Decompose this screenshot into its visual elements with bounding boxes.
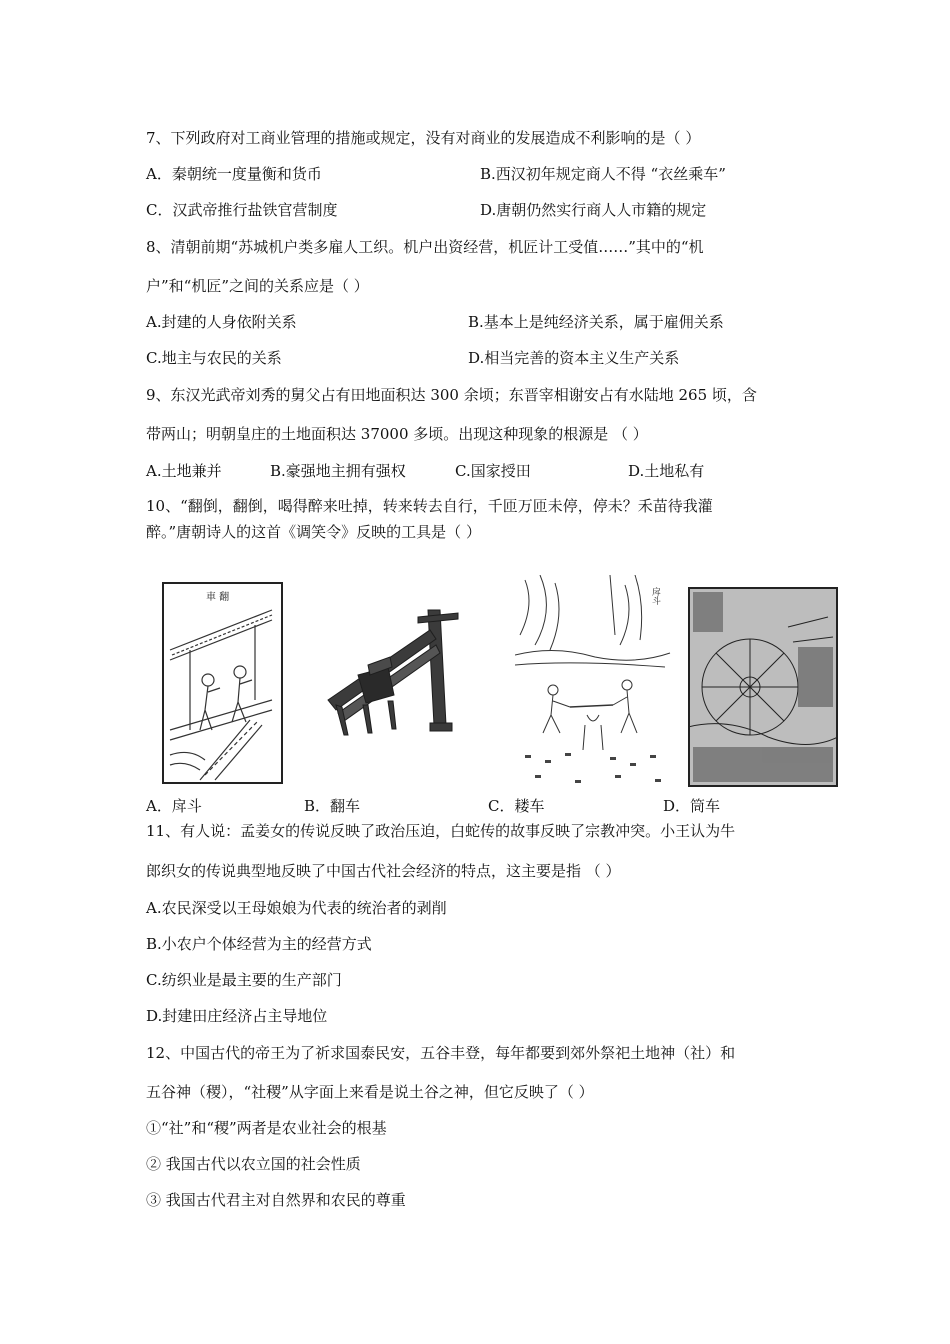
q9-option-a: A.土地兼并 [146, 462, 222, 480]
q7-option-d: D.唐朝仍然实行商人人市籍的规定 [480, 201, 707, 219]
q10-option-c: C．耧车 [488, 797, 545, 815]
q8-option-a: A.封建的人身依附关系 [146, 313, 297, 331]
q11-option-d: D.封建田庄经济占主导地位 [146, 1007, 328, 1025]
q7-option-b: B.西汉初年规定商人不得 “衣丝乘车” [480, 165, 726, 183]
q11-stem-line2: 郎织女的传说典型地反映了中国古代社会经济的特点，这主要是指 （ ） [146, 862, 621, 880]
q9-option-c: C.国家授田 [455, 462, 531, 480]
q8-option-d: D.相当完善的资本主义生产关系 [468, 349, 680, 367]
q7-option-a: A．秦朝统一度量衡和货币 [146, 165, 322, 183]
q11-stem-line1: 11、有人说：孟姜女的传说反映了政治压迫，白蛇传的故事反映了宗教冲突。小王认为牛 [146, 822, 736, 840]
q8-option-c: C.地主与农民的关系 [146, 349, 282, 367]
q9-option-b: B.豪强地主拥有强权 [270, 462, 406, 480]
q11-option-c: C.纺织业是最主要的生产部门 [146, 971, 342, 989]
woodcut-tongche-image [688, 587, 838, 787]
q8-stem-line2: 户”和“机匠”之间的关系应是（ ） [146, 277, 369, 295]
q10-option-b: B．翻车 [304, 797, 361, 815]
q12-stem-line2: 五谷神（稷），“社稷”从字面上来看是说土谷之神，但它反映了（ ） [146, 1083, 594, 1101]
q12-item-3: ③ 我国古代君主对自然界和农民的尊重 [146, 1191, 406, 1209]
q9-option-d: D.土地私有 [628, 462, 705, 480]
q12-stem-line1: 12、中国古代的帝王为了祈求国泰民安，五谷丰登，每年都要到郊外祭祀土地神（社）和 [146, 1044, 736, 1062]
q7-stem: 7、下列政府对工商业管理的措施或规定，没有对商业的发展造成不利影响的是（ ） [146, 129, 701, 147]
q9-stem-line2: 带两山；明朝皇庄的土地面积达 37000 多顷。出现这种现象的根源是 （ ） [146, 425, 648, 443]
q11-option-b: B.小农户个体经营为主的经营方式 [146, 935, 372, 953]
image-c-caption: 戽斗 [650, 587, 660, 605]
q7-option-c: C．汉武帝推行盐铁官营制度 [146, 201, 338, 219]
q8-stem-line1: 8、清朝前期“苏城机户类多雇人工织。机户出资经营，机匠计工受值……”其中的“机 [146, 238, 704, 256]
q10-option-a: A．戽斗 [146, 797, 202, 815]
q10-stem-line1: 10、“翻倒，翻倒，喝得醉来吐掉，转来转去自行，千匝万匝未停，停未？禾苗待我灌 [146, 497, 713, 515]
image-a-caption: 車 翻 [206, 592, 230, 603]
woodcut-fanche-image [160, 580, 285, 788]
q12-item-1: ①“社”和“稷”两者是农业社会的根基 [146, 1119, 387, 1137]
q12-item-2: ② 我国古代以农立国的社会性质 [146, 1155, 361, 1173]
q8-option-b: B.基本上是纯经济关系，属于雇佣关系 [468, 313, 724, 331]
q10-stem-line2: 醉。”唐朝诗人的这首《调笑令》反映的工具是（ ） [146, 523, 481, 541]
q11-option-a: A.农民深受以王母娘娘为代表的统治者的剥削 [146, 899, 447, 917]
q10-option-d: D．筒车 [663, 797, 721, 815]
q9-stem-line1: 9、东汉光武帝刘秀的舅父占有田地面积达 300 余顷；东晋宰相谢安占有水陆地 265 顷，含 [146, 386, 757, 404]
fanche-model-photo [318, 605, 468, 740]
woodcut-hudou-image [515, 575, 675, 790]
